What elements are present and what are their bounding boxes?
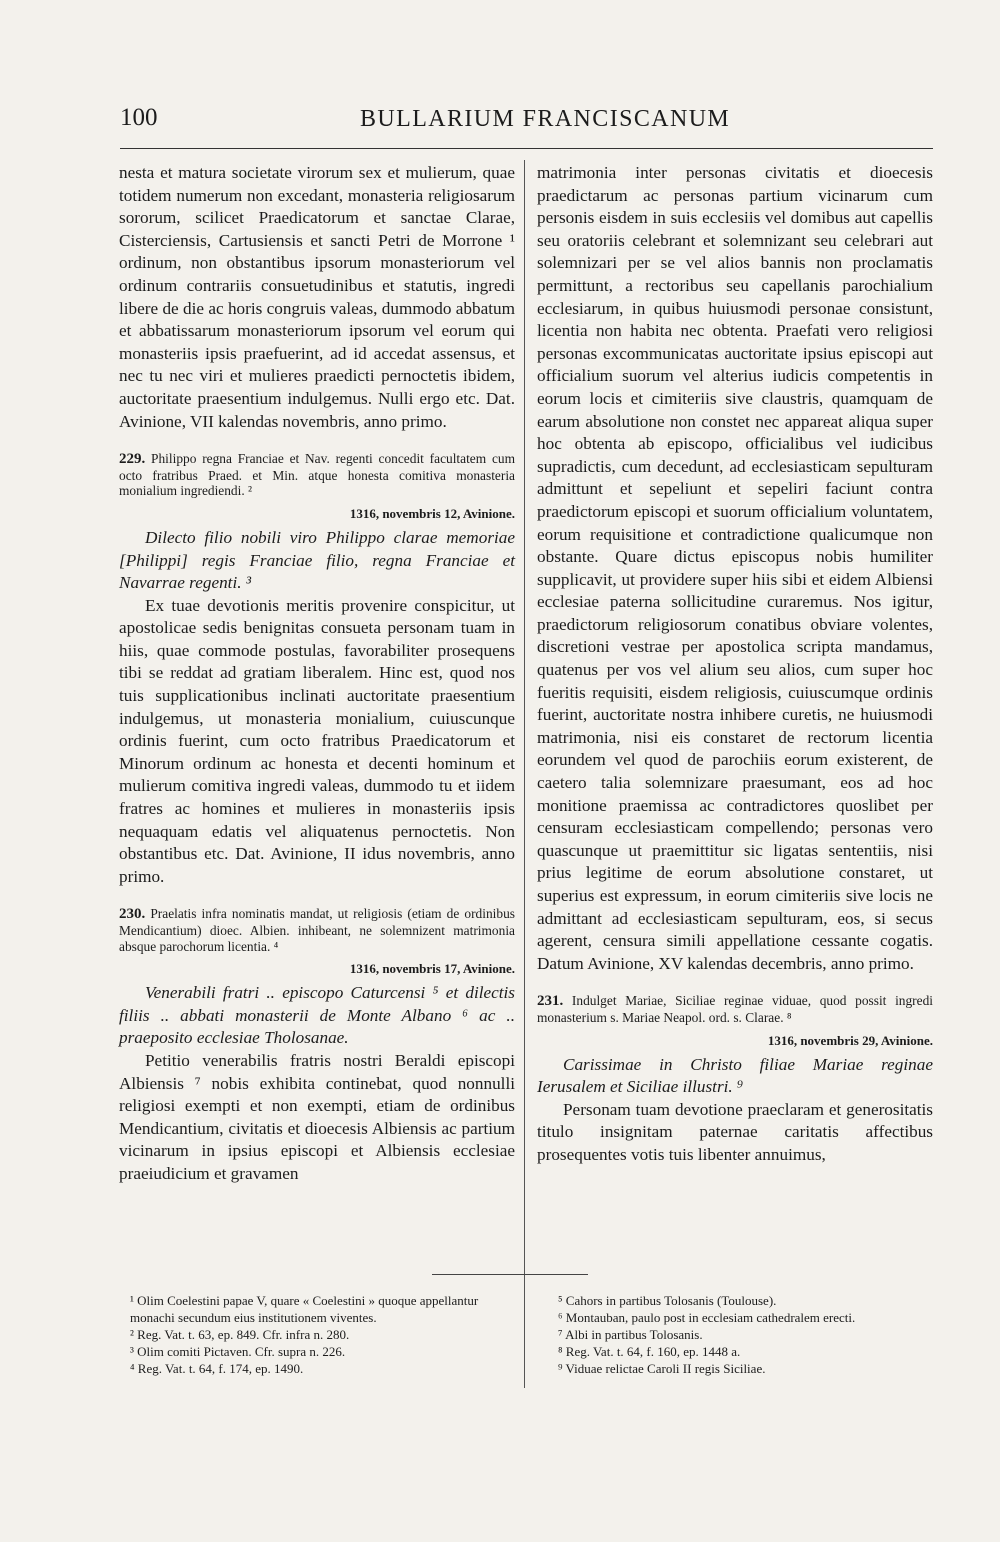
doc-231-summary: Indulget Mariae, Siciliae reginae viduae, quod possit ingredi monasterium s. Mariae Neapol. ord. s. Clarae. ⁸: [537, 993, 933, 1025]
doc-230-address: Venerabili fratri .. episcopo Caturcensi ⁵ et dilectis filiis .. abbati monasterii de Monte Albano ⁶ ac .. praeposito ecclesiae Tholosanae.: [119, 983, 515, 1048]
doc-230-body: Petitio venerabilis fratris nostri Beraldi episcopi Albiensis ⁷ nobis exhibita continebat, quod nonnulli religiosi exempti et non exempti, etiam de ordinibus Mendicantium, civitatis et dioecesis Albiensis ac partium vicinarum in ipsius episcopi et Albiensis ecclesiae praeiudicium et gravamen: [119, 1050, 515, 1183]
footnote: ² Reg. Vat. t. 63, ep. 849. Cfr. infra n. 280.: [130, 1327, 350, 1342]
doc-229-body: Ex tuae devotionis meritis provenire conspicitur, ut apostolicae sedis benignitas consueta personam tuam in hiis, quae commode postulas, favorabiliter prosequens tibi se reddat ad gratiam liberalem. Hinc est, quod nos tuis supplicationibus inclinati auctoritate praesentium indulgemus, ut monasteria monialium, cuiuscunque ordinis fuerint, cum octo fratribus Praedicatorum et Minorum ordinum ac honesta et decenti hominum et mulierum comitiva ingredi valeas, dummodo tu et iidem fratres ac homines et mulieres in monasteriis ipsis nequaquam edatis vel aliquatenus pernoctetis. Non obstantibus etc. Dat. Avinione, II idus novembris, anno primo.: [119, 595, 515, 886]
doc-231-heading: [537, 993, 933, 1025]
doc-229-heading: [119, 451, 515, 499]
footnotes-right: [558, 1292, 954, 1377]
footnote-divider: [524, 1292, 525, 1388]
footnote-separator: [432, 1274, 588, 1275]
footnote: ⁶ Montauban, paulo post in ecclesiam cathedralem erecti.: [558, 1310, 856, 1325]
running-title: BULLARIUM FRANCISCANUM: [360, 106, 731, 132]
doc-230-summary: Praelatis infra nominatis mandat, ut religiosis (etiam de ordinibus Mendicantium) dioec. Albien. inhibeant, ne solemnizent matrimonia absque parochorum licentia. ⁴: [119, 906, 515, 954]
footnote: ⁵ Cahors in partibus Tolosanis (Toulouse).: [558, 1293, 777, 1308]
intro-paragraph: nesta et matura societate virorum sex et mulierum, quae totidem numerum non excedant, monasteria religiosarum sororum, scilicet Praedicatorum et sanctae Clarae, Cisterciensis, Cartusiensis et sancti Petri de Morrone ¹ ordinum, non obstantibus ipsorum monasteriorum vel ordinum contrariis consuetudinibus et statutis, ingredi libere de die ac horis congruis valeas, dummodo abbatum et abbatissarum monasteriorum ipsorum vel eorum qui monasteriis ipsis praefuerint, ad id accedat assensus, et nec tu nec viri et mulieres praedicti pernoctetis ibidem, auctoritate praesentium indulgemus. Nulli ergo etc. Dat. Avinione, VII kalendas novembris, anno primo.: [119, 163, 515, 431]
doc-229-summary: Philippo regna Franciae et Nav. regenti concedit facultatem cum octo fratribus Praed. et Min. atque honesta comitiva monasteria monialium ingrediendi. ²: [119, 451, 515, 499]
footnote: ⁸ Reg. Vat. t. 64, f. 160, ep. 1448 a.: [558, 1344, 741, 1359]
column-divider: [524, 160, 525, 1380]
doc-229-date: 1316, novembris 12, Avinione.: [349, 505, 515, 521]
footnote: ³ Olim comiti Pictaven. Cfr. supra n. 226.: [130, 1344, 346, 1359]
doc-230-date: 1316, novembris 17, Avinione.: [349, 961, 515, 977]
doc-229-address: Dilecto filio nobili viro Philippo clarae memoriae [Philippi] regis Franciae filio, regna Franciae et Navarrae regenti. ³: [119, 527, 515, 593]
footnote: ⁷ Albi in partibus Tolosanis.: [558, 1327, 703, 1342]
left-column: [119, 162, 515, 1186]
doc-231-number: 231.: [537, 993, 564, 1010]
footnote: ¹ Olim Coelestini papae V, quare « Coelestini » quoque appellantur monachi secundum eius institutionem viventes.: [130, 1293, 479, 1325]
continuation-paragraph: matrimonia inter personas civitatis et dioecesis praedictarum ac personas partium vicinarum cum personis eisdem in suis ecclesiis vel domibus aut capellis seu oratoriis celebrant et solemnizant seu celebrari aut solemnizari per se vel alios bannis non proclamatis permittunt, a rectoribus seu capellanis parochialium ecclesiarum, in quibus huiusmodi personae consistunt, licentia non habita nec obtenta. Praefati vero religiosi personas excommunicatas auctoritate ipsius episcopi aut officialium suorum vel alterius iudicis competentis in eorum locis et cimiteriis sive claustris, quamquam de earum absolutione non constet nec appareat aliqua super hoc obtenta ab episcopo, officialibus vel iudicibus supradictis, cum decedunt, ad ecclesiasticam sepulturam admittunt et sepeliunt et sepeliri faciunt contra praedictorum episcopi et suorum officialium voluntatem, eorum requisitione et contradictione qualicumque non obstante. Quare dictus episcopus nobis humiliter supplicavit, ut providere super hiis sibi et eidem Albiensi ecclesiae paterna sollicitudine curaremus. Nos igitur, praedictorum religiosorum conatibus obviare volentes, discretioni vestrae per apostolica scripta mandamus, quatenus per vos vel alium seu alios, cum super hoc fueritis requisiti, eisdem religiosis, cuiuscumque ordinis fuerint, auctoritate nostra inhibere curetis, ne huiusmodi matrimonia, nisi eis constaret de rectorum licentia eorundem vel quod de parochiis eorum existerent, de caetero talia solemnizare praesumant, eos ad hoc monitione praemissa ac contradictores quoslibet per censuram ecclesiasticam compellendo; personas vero quascunque ut praemittitur sic ligatas sententiis, nisi prius legitime de eorum absolutione constaret, ut superius est expressum, in eorum cimiteriis sive locis ne admittant ad ecclesiasticam sepulturam, eos, si secus agerent, censura simili appellatione cessante cogatis. Datum Avinione, XV kalendas decembris, anno primo.: [537, 163, 933, 973]
footnotes-left: [130, 1292, 526, 1377]
footnote: ⁹ Viduae relictae Caroli II regis Siciliae.: [558, 1361, 766, 1376]
right-column: [537, 162, 933, 1167]
doc-230-heading: [119, 906, 515, 954]
doc-230-number: 230.: [119, 906, 146, 923]
doc-231-address: Carissimae in Christo filiae Mariae reginae Ierusalem et Siciliae illustri. ⁹: [537, 1054, 933, 1097]
doc-231-date: 1316, novembris 29, Avinione.: [767, 1032, 933, 1048]
header-rule: [120, 148, 933, 149]
page-number: 100: [120, 104, 158, 131]
footnote: ⁴ Reg. Vat. t. 64, f. 174, ep. 1490.: [130, 1361, 304, 1376]
doc-229-number: 229.: [119, 451, 146, 468]
doc-231-body: Personam tuam devotione praeclaram et generositatis titulo insignitam paternae caritatis affectibus prosequentes votis tuis libenter annuimus,: [537, 1099, 933, 1164]
